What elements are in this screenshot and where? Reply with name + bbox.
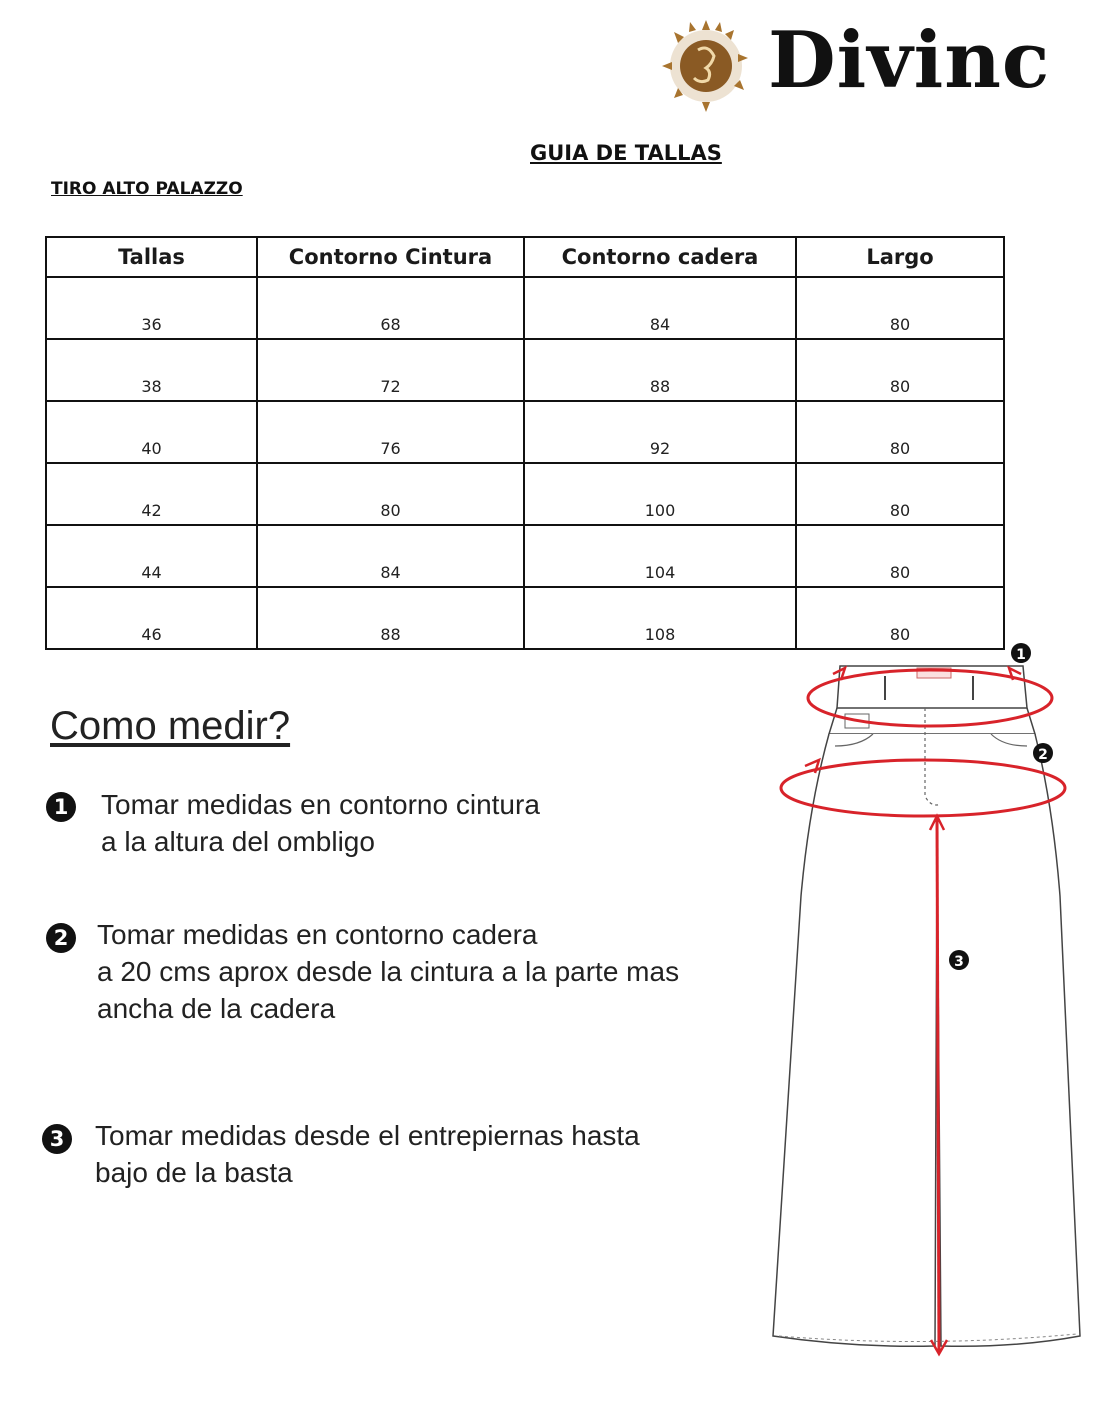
step-2-text [97,916,679,1027]
cell-talla: 40 [46,401,257,463]
header-contorno-cadera: Contorno cadera [524,237,796,277]
palazzo-pants-diagram [765,636,1095,1366]
diagram-marker-3 [949,950,969,970]
cell-cintura: 76 [257,401,524,463]
svg-text:1: 1 [1016,647,1026,663]
page-title: GUIA DE TALLAS [530,141,722,165]
cell-cintura: 68 [257,277,524,339]
cell-cadera: 100 [524,463,796,525]
cell-largo: 80 [796,401,1004,463]
step-1-badge: 1 [46,792,76,822]
table-row [46,401,1004,463]
cell-talla: 36 [46,277,257,339]
cell-cadera: 88 [524,339,796,401]
step-2-line-1: Tomar medidas en contorno cadera [97,919,538,950]
cell-cadera: 84 [524,277,796,339]
cell-talla: 38 [46,339,257,401]
cell-largo: 80 [796,463,1004,525]
step-2-badge: 2 [46,923,76,953]
cell-cintura: 88 [257,587,524,649]
cell-largo: 80 [796,525,1004,587]
header-tallas: Tallas [46,237,257,277]
cell-largo: 80 [796,339,1004,401]
diagram-marker-1 [1011,643,1031,663]
step-2-line-2: a 20 cms aprox desde la cintura a la parte mas [97,956,680,987]
header-largo: Largo [796,237,1004,277]
cell-cintura: 72 [257,339,524,401]
step-1-text [101,786,540,860]
size-table [45,236,1005,650]
sun-face-icon [662,20,748,112]
cell-cintura: 80 [257,463,524,525]
step-2-line-3: ancha de la cadera [97,993,336,1024]
cell-talla: 46 [46,587,257,649]
table-row [46,525,1004,587]
header-contorno-cintura: Contorno Cintura [257,237,524,277]
page-subtitle: TIRO ALTO PALAZZO [51,179,243,199]
step-3-text [95,1117,640,1191]
svg-text:3: 3 [954,954,964,970]
cell-talla: 42 [46,463,257,525]
cell-cadera: 92 [524,401,796,463]
step-3-line-2: bajo de la basta [95,1157,293,1188]
table-row [46,339,1004,401]
how-to-measure-heading: Como medir? [50,704,291,748]
cell-cadera: 104 [524,525,796,587]
step-1-line-2: a la altura del ombligo [101,826,375,857]
diagram-marker-2 [1033,743,1053,763]
step-3-badge: 3 [42,1124,72,1154]
step-3-line-1: Tomar medidas desde el entrepiernas hasta [95,1120,640,1151]
brand-name: Divinc [768,15,1051,106]
table-row [46,277,1004,339]
table-row [46,463,1004,525]
svg-text:2: 2 [1038,747,1048,763]
cell-largo: 80 [796,587,1004,649]
cell-cadera: 108 [524,587,796,649]
cell-cintura: 84 [257,525,524,587]
table-header-row [46,237,1004,277]
cell-talla: 44 [46,525,257,587]
cell-largo: 80 [796,277,1004,339]
step-1-line-1: Tomar medidas en contorno cintura [101,789,540,820]
